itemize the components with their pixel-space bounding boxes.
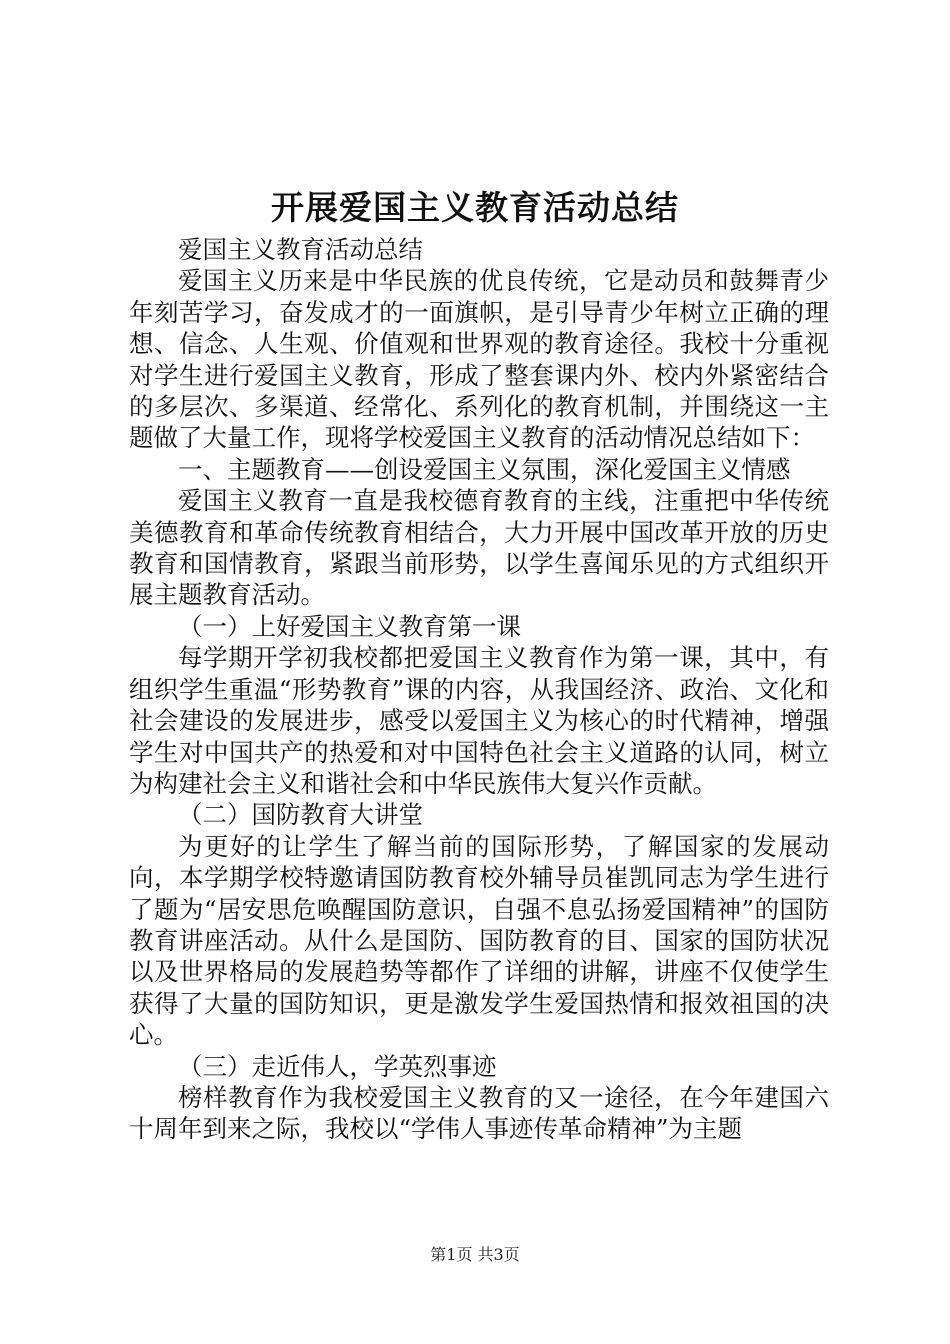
paragraph-defense-lecture: 为更好的让学生了解当前的国际形势，了解国家的发展动向，本学期学校特邀请国防教育校外辅导员崔凯同志为学生进行了题为“居安思危唤醒国防意识，自强不息弘扬爱国精神”的国防教育讲座活动。从什么是国防、国防教育的目、国家的国防状况以及世界格局的发展趋势等都作了详细的讲解，讲座不仅使学生获得了大量的国防知识，更是激发学生爱国热情和报效祖国的决心。 xyxy=(129,831,829,1050)
paragraph-role-models: 榜样教育作为我校爱国主义教育的又一途径，在今年建国六十周年到来之际，我校以“学伟人事迹传革命精神”为主题 xyxy=(129,1082,829,1144)
subheading-3: （三）走近伟人，学英烈事迹 xyxy=(178,1051,497,1081)
subheading-1: （一）上好爱国主义教育第一课 xyxy=(178,611,521,641)
paragraph-section-1: 爱国主义教育一直是我校德育教育的主线，注重把中华传统美德教育和革命传统教育相结合，大力开展中国改革开放的历史教育和国情教育，紧跟当前形势，以学生喜闻乐见的方式组织开展主题教育活动。 xyxy=(129,486,829,610)
document-body xyxy=(129,234,829,1145)
paragraph-first-lesson: 每学期开学初我校都把爱国主义教育作为第一课，其中，有组织学生重温“形势教育”课的内容，从我国经济、政治、文化和社会建设的发展进步，感受以爱国主义为核心的时代精神，增强学生对中国共产的热爱和对中国特色社会主义道路的认同，树立为构建社会主义和谐社会和中华民族伟大复兴作贡献。 xyxy=(129,643,829,798)
paragraph-subtitle: 爱国主义教育活动总结 xyxy=(178,235,423,264)
paragraph-intro: 爱国主义历来是中华民族的优良传统，它是动员和鼓舞青少年刻苦学习，奋发成才的一面旗帜，是引导青少年树立正确的理想、信念、人生观、价值观和世界观的教育途径。我校十分重视对学生进行爱国主义教育，形成了整套课内外、校内外紧密结合的多层次、多渠道、经常化、系列化的教育机制，并围绕这一主题做了大量工作，现将学校爱国主义教育的活动情况总结如下： xyxy=(129,266,829,453)
page-indicator: 第1页 共3页 xyxy=(430,1245,520,1264)
subheading-2: （二）国防教育大讲堂 xyxy=(178,800,423,830)
document-title: 开展爱国主义教育活动总结 xyxy=(271,188,679,227)
section-heading-1: 一、主题教育——创设爱国主义氛围，深化爱国主义情感 xyxy=(178,454,791,484)
